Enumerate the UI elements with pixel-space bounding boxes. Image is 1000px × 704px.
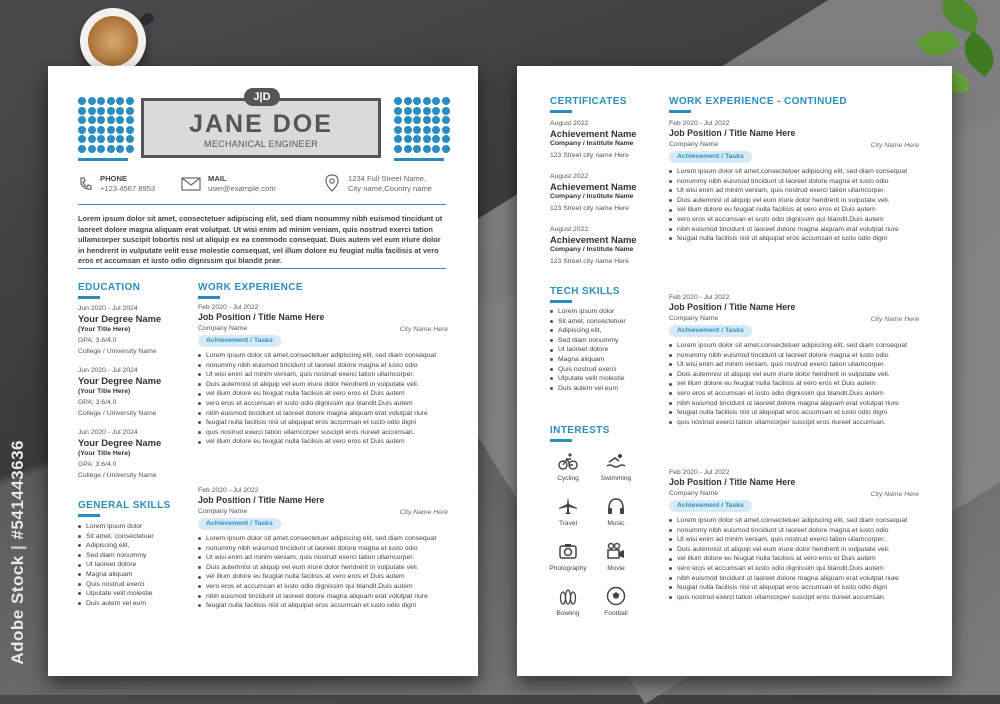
interests-heading: INTERESTS	[550, 425, 610, 436]
swimmer-icon	[606, 451, 626, 471]
bicycle-icon	[558, 451, 578, 471]
job-bullet: Ut wisi enim ad minim veniam, quis nostrud exerci tation ullamcorper.	[669, 360, 919, 370]
job-bullet: nonummy nibh euismod tincidunt ut laoreet dolore magna et iusto odio	[669, 526, 919, 536]
certificate-date: August 2022	[550, 173, 589, 180]
education-dates: Jun 2020 - Jul 2024	[78, 305, 138, 312]
job-bullet: vel illum dolore eu feugiat nulla facilisis at vero eros et Duis autem	[198, 437, 448, 447]
heading-underline	[550, 110, 572, 113]
certificate-address: 123 Street city name Here	[550, 152, 629, 159]
job-bullet: vel illum dolore eu feugiat nulla facilisis at vero eros et Duis autem	[669, 379, 919, 389]
divider	[78, 268, 446, 269]
job-bullet: Duis autemnisl ut aliquip vel eum iriure dolor hendrerit in vulputate veli.	[669, 545, 919, 555]
company-name: Company Name	[669, 490, 719, 497]
achievement-tag: Achievement / Tasks	[669, 325, 752, 337]
skill-item: Duis autem vel eum	[550, 384, 626, 394]
work-continued-heading: WORK EXPERIENCE - CONTINUED	[669, 96, 848, 107]
job-bullet: Lorem ipsum dolor sit amet,consectetuer adipiscing elit, sed diam consequat	[198, 351, 448, 361]
achievement-tag: Achievement / Tasks	[669, 151, 752, 163]
gpa: GPA: 3.6/4.0	[78, 461, 117, 468]
job-bullet: Lorem ipsum dolor sit amet,consectetuer adipiscing elit, sed diam consequat	[669, 167, 919, 177]
degree-subtitle: (Your Title Here)	[78, 388, 131, 395]
candidate-name: JANE DOE	[189, 110, 333, 138]
job-bullet: vel illum dolore eu feugiat nulla facilisis at vero eros et Duis autem	[198, 389, 448, 399]
certificate-date: August 2022	[550, 226, 589, 233]
address-line-2: City name,Country name	[348, 184, 432, 193]
job-bullet: vero eros et accumsan et iusto odio dignissim qui blandit.Duis autem	[669, 389, 919, 399]
phone-label: PHONE	[100, 174, 128, 183]
job-bullet: Ut wisi enim ad minim veniam, quis nostrud exerci tation ullamcorper.	[198, 553, 448, 563]
job-dates: Feb 2020 - Jul 2022	[198, 304, 259, 311]
interest-item	[594, 451, 638, 482]
interest-item	[546, 586, 590, 617]
heading-underline	[669, 110, 691, 113]
job-bullet: vel illum dolore eu feugiat nulla facilisis at vero eros et Duis autem	[669, 205, 919, 215]
school-name: College / University Name	[78, 472, 157, 479]
certificate-name: Achievement Name	[550, 181, 637, 192]
achievement-tag: Achievement / Tasks	[198, 335, 281, 347]
job-bullets	[198, 351, 448, 447]
football-icon	[606, 586, 626, 606]
skill-item: Sed diam nonummy	[550, 336, 626, 346]
company-name: Company Name	[198, 325, 248, 332]
job-bullet: feugiat nulla facilisis nisl ut aliquipat eros accumsan et iusto odio digni	[669, 234, 919, 244]
education-dates: Jun 2020 - Jul 2024	[78, 429, 138, 436]
job-bullet: nonummy nibh euismod tincidunt ut laoreet dolore magna et iusto odio	[669, 351, 919, 361]
school-name: College / University Name	[78, 410, 157, 417]
job-bullet: Ut wisi enim ad minim veniam, quis nostrud exerci tation ullamcorper.	[669, 186, 919, 196]
airplane-icon	[558, 496, 578, 516]
video-camera-icon	[606, 541, 626, 561]
heading-underline	[78, 296, 100, 299]
dot-pattern-right	[394, 97, 450, 153]
interest-item	[546, 541, 590, 572]
job-bullet: feugiat nulla facilisis nisl ut aliquipat eros accumsan et iusto odio digni	[669, 583, 919, 593]
certificate-name: Achievement Name	[550, 234, 637, 245]
job-bullet: nibh euismod tincidunt ut laoreet dolore magna aliquam erat volutpat riure	[669, 574, 919, 584]
job-title: Job Position / Title Name Here	[669, 128, 796, 138]
job-city: City Name Here	[399, 509, 448, 516]
interest-item	[594, 496, 638, 527]
job-dates: Feb 2020 - Jul 2022	[669, 469, 730, 476]
job-bullets	[198, 534, 448, 611]
headphones-icon	[606, 496, 626, 516]
tech-skills-list	[550, 307, 626, 393]
coffee-cup	[80, 8, 146, 74]
job-title: Job Position / Title Name Here	[198, 495, 325, 505]
location-pin-icon	[325, 174, 339, 192]
skill-item: Adipiscing elit,	[78, 541, 154, 551]
interest-label: Bowling	[556, 610, 580, 617]
job-bullet: feugiat nulla facilisis nisl ut aliquipat eros accumsan et iusto odio digni	[198, 418, 448, 428]
address-line-1: 1234 Full Street Name,	[348, 174, 427, 183]
interest-label: Movie	[607, 565, 625, 572]
skill-item: Magna aliquam	[78, 570, 154, 580]
job-bullet: nibh euismod tincidunt ut laoreet dolore magna aliquam erat volutpat riure	[198, 409, 448, 419]
phone-value: +123 4567 8953	[100, 184, 156, 193]
job-bullet: nibh euismod tincidunt ut laoreet dolore magna aliquam erat volutpat riure	[669, 399, 919, 409]
work-experience-heading: WORK EXPERIENCE	[198, 282, 303, 293]
job-bullet: feugiat nulla facilisis nisl ut aliquipat eros accumsan et iusto odio digni	[669, 408, 919, 418]
skill-item: Ulputate velit molestie	[550, 374, 626, 384]
job-bullets	[669, 167, 919, 244]
interest-label: Swimming	[600, 475, 632, 482]
job-bullet: quis nostrud exerci tation ullamcorper suscipit eros riureet accumsan.	[669, 593, 919, 603]
job-dates: Feb 2020 - Jul 2022	[669, 294, 730, 301]
job-bullet: Lorem ipsum dolor sit amet,consectetuer adipiscing elit, sed diam consequat	[198, 534, 448, 544]
camera-icon	[558, 541, 578, 561]
job-bullet: vel illum dolore eu feugiat nulla facilisis at vero eros et Duis autem	[198, 572, 448, 582]
divider	[78, 204, 446, 205]
job-title: Job Position / Title Name Here	[198, 312, 325, 322]
job-bullets	[669, 516, 919, 602]
job-bullet: Lorem ipsum dolor sit amet,consectetuer adipiscing elit, sed diam consequat	[669, 516, 919, 526]
gpa: GPA: 3.6/4.0	[78, 337, 117, 344]
degree-subtitle: (Your Title Here)	[78, 326, 131, 333]
job-bullet: Duis autemnisl ut aliquip vel eum iriure dolor hendrerit in vulputate veli.	[669, 370, 919, 380]
school-name: College / University Name	[78, 348, 157, 355]
job-city: City Name Here	[870, 142, 919, 149]
job-bullet: vero eros et accumsan et iusto odio dignissim qui blandit.Duis autem	[198, 582, 448, 592]
skill-item: Sit amet, consectetuer	[78, 532, 154, 542]
job-bullet: quis nostrud exerci tation ullamcorper suscipit eros riureet accumsan.	[198, 428, 448, 438]
candidate-title: MECHANICAL ENGINEER	[204, 139, 318, 149]
certificate-org: Company / Institute Name	[550, 246, 634, 253]
job-bullet: nonummy nibh euismod tincidunt ut laoreet dolore magna et iusto odio	[198, 361, 448, 371]
job-dates: Feb 2020 - Jul 2022	[669, 120, 730, 127]
job-city: City Name Here	[399, 326, 448, 333]
certificate-name: Achievement Name	[550, 128, 637, 139]
certificate-address: 123 Street city name Here	[550, 205, 629, 212]
job-bullet: vel illum dolore eu feugiat nulla facilisis at vero eros et Duis autem	[669, 554, 919, 564]
interest-item	[594, 586, 638, 617]
bowling-pins-icon	[558, 586, 578, 606]
job-bullet: quis nostrud exerci tation ullamcorper suscipit eros riureet accumsan.	[669, 418, 919, 428]
heading-underline	[550, 439, 572, 442]
profile-summary: Lorem ipsum dolor sit amet, consectetuer adipiscing elit, sed diam nonummy nibh euismod tincidunt ut laoreet dolore magna aliquam erat volutpat. Ut wisi enim ad minim veniam, quis nostrud exerci tation ullamcorper suscipit lobortis nisl ut aliquip ex ea commodo consequat. Duis autem vel eum iriure dolor in hendrerit in vulputate velit esse molestie consequat, vel illum dolore eu feugiat nulla facilisis at vero eros et accumsan et iusto odio dignissim qui blandit prae.	[78, 214, 443, 265]
dot-pattern-left	[78, 97, 134, 153]
job-bullet: Ut wisi enim ad minim veniam, quis nostrud exerci tation ullamcorper.	[669, 535, 919, 545]
job-bullets	[669, 341, 919, 427]
skill-item: Adipiscing elit,	[550, 326, 626, 336]
certificate-org: Company / Institute Name	[550, 140, 634, 147]
job-city: City Name Here	[870, 316, 919, 323]
company-name: Company Name	[198, 508, 248, 515]
job-bullet: Duis autemnisl ut aliquip vel eum iriure dolor hendrerit in vulputate veli.	[198, 380, 448, 390]
job-bullet: nibh euismod tincidunt ut laoreet dolore magna aliquam erat volutpat riure	[669, 225, 919, 235]
accent-bar	[78, 158, 128, 161]
phone-block	[100, 174, 155, 194]
interest-item	[546, 451, 590, 482]
job-bullet: vero eros et accumsan et iusto odio dignissim qui blandit.Duis autem	[669, 564, 919, 574]
job-city: City Name Here	[870, 491, 919, 498]
job-dates: Feb 2020 - Jul 2022	[198, 487, 259, 494]
certificate-org: Company / Institute Name	[550, 193, 634, 200]
mail-icon	[181, 176, 201, 192]
interest-label: Travel	[558, 520, 578, 527]
skill-item: Lorem ipsum dolor	[78, 522, 154, 532]
company-name: Company Name	[669, 315, 719, 322]
stock-watermark: Adobe Stock | #541443636	[8, 440, 27, 665]
job-bullet: vero eros et accumsan et iusto odio dignissim qui blandit.Duis autem	[669, 215, 919, 225]
achievement-tag: Achievement / Tasks	[669, 500, 752, 512]
education-dates: Jun 2020 - Jul 2024	[78, 367, 138, 374]
job-bullet: feugiat nulla facilisis nisl ut aliquipat eros accumsan et iusto odio digni	[198, 601, 448, 611]
company-name: Company Name	[669, 141, 719, 148]
name-box	[141, 98, 381, 158]
job-bullet: Ut wisi enim ad minim veniam, quis nostrud exerci tation ullamcorper.	[198, 370, 448, 380]
phone-icon	[78, 176, 94, 192]
general-skills-list	[78, 522, 154, 608]
certificates-heading: CERTIFICATES	[550, 96, 627, 107]
education-heading: EDUCATION	[78, 282, 141, 293]
skill-item: Ut laoreet dolore	[550, 345, 626, 355]
mail-label: MAIL	[208, 174, 227, 183]
job-bullet: nonummy nibh euismod tincidunt ut laoreet dolore magna et iusto odio	[669, 177, 919, 187]
skill-item: Lorem ipsum dolor	[550, 307, 626, 317]
job-bullet: Duis autemnisl ut aliquip vel eum iriure dolor hendrerit in vulputate veli.	[669, 196, 919, 206]
skill-item: Magna aliquam	[550, 355, 626, 365]
degree-subtitle: (Your Title Here)	[78, 450, 131, 457]
heading-underline	[550, 300, 572, 303]
certificate-address: 123 Street city name Here	[550, 258, 629, 265]
monogram-badge: J|D	[244, 88, 280, 106]
skill-item: Sed diam nonummy	[78, 551, 154, 561]
degree-name: Your Degree Name	[78, 313, 162, 324]
interest-label: Football	[604, 610, 628, 617]
skill-item: Duis autem vel eum	[78, 599, 154, 609]
skill-item: Sit amet, consectetuer	[550, 317, 626, 327]
heading-underline	[198, 296, 220, 299]
achievement-tag: Achievement / Tasks	[198, 518, 281, 530]
certificate-date: August 2022	[550, 120, 589, 127]
interest-item	[546, 496, 590, 527]
skill-item: Ut laoreet dolore	[78, 560, 154, 570]
skill-item: Quis nostrud exerci	[78, 580, 154, 590]
address-block	[348, 174, 432, 194]
interest-label: Photography	[549, 565, 587, 572]
skill-item: Ulputate velit molestie	[78, 589, 154, 599]
resume-page-2	[517, 66, 952, 676]
mail-value: user@example.com	[208, 184, 276, 193]
degree-name: Your Degree Name	[78, 437, 162, 448]
job-bullet: vero eros et accumsan et iusto odio dignissim qui blandit.Duis autem	[198, 399, 448, 409]
resume-page-1	[48, 66, 478, 676]
job-bullet: Lorem ipsum dolor sit amet,consectetuer adipiscing elit, sed diam consequat	[669, 341, 919, 351]
mail-block	[208, 174, 276, 194]
general-skills-heading: GENERAL SKILLS	[78, 500, 171, 511]
job-title: Job Position / Title Name Here	[669, 302, 796, 312]
degree-name: Your Degree Name	[78, 375, 162, 386]
interest-item	[594, 541, 638, 572]
job-bullet: nibh euismod tincidunt ut laoreet dolore magna aliquam erat volutpat riure	[198, 592, 448, 602]
interest-label: Music	[607, 520, 625, 527]
heading-underline	[78, 514, 100, 517]
skill-item: Quis nostrud exerci	[550, 365, 626, 375]
accent-bar	[394, 158, 444, 161]
job-bullet: nonummy nibh euismod tincidunt ut laoreet dolore magna et iusto odio	[198, 544, 448, 554]
job-bullet: Duis autemnisl ut aliquip vel eum iriure dolor hendrerit in vulputate veli.	[198, 563, 448, 573]
tech-skills-heading: TECH SKILLS	[550, 286, 620, 297]
interest-label: Cycling	[557, 475, 579, 482]
job-title: Job Position / Title Name Here	[669, 477, 796, 487]
gpa: GPA: 3.6/4.0	[78, 399, 117, 406]
